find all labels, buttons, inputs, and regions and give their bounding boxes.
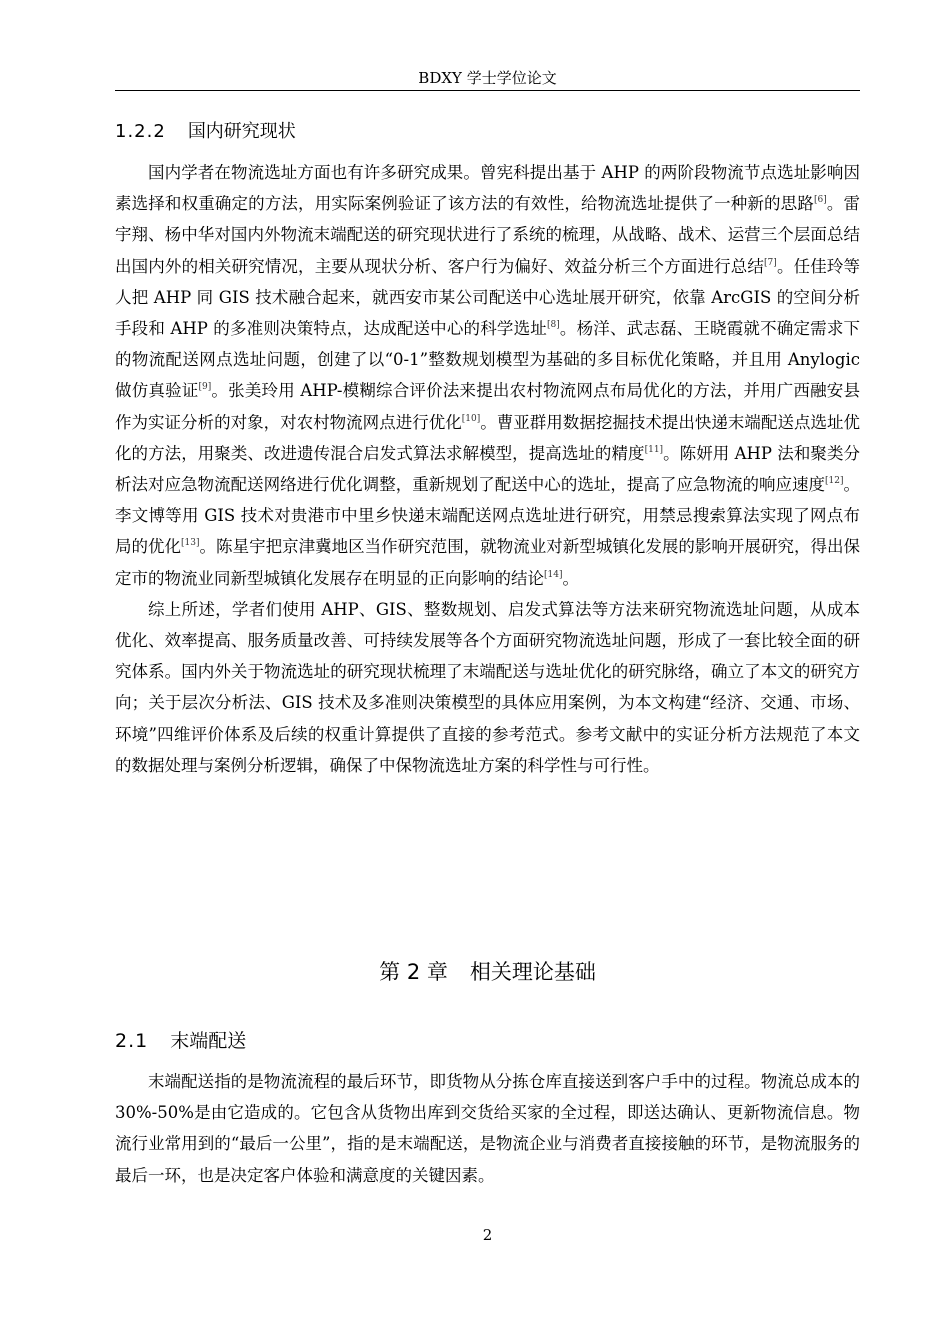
citation: [8]	[546, 320, 560, 331]
citation: [7]	[764, 257, 777, 268]
section-2-1-body	[115, 1066, 860, 1191]
section-title: 末端配送	[170, 1030, 247, 1052]
section-heading-1-2-2	[115, 118, 296, 146]
citation: [9]	[198, 382, 212, 393]
citation: [6]	[813, 195, 827, 206]
section-number: 1.2.2	[115, 121, 166, 142]
citation: [13]	[181, 538, 200, 549]
body-paragraph: 末端配送指的是物流流程的最后环节，即货物从分拣仓库直接送到客户手中的过程。物流总成本的 30%-50%是由它造成的。它包含从货物出库到交货给买家的全过程，即送达确认、更新物流信息。物流行业常用到的“最后一公里”，指的是末端配送，是物流企业与消费者直接接触的环节，是物流服务的最后一环，也是决定客户体验和满意度的关键因素。	[115, 1072, 860, 1185]
page-header: BDXY 学士学位论文	[115, 66, 860, 91]
chapter-title: 相关理论基础	[469, 960, 596, 984]
page-number: 2	[482, 1226, 493, 1244]
citation: [11]	[644, 444, 664, 455]
section-heading-2-1	[115, 1027, 246, 1055]
section-title: 国内研究现状	[187, 121, 296, 142]
section-1-2-2-body	[115, 157, 860, 781]
chapter-heading	[115, 956, 860, 988]
chapter-number: 第 2 章	[379, 960, 448, 984]
section-number: 2.1	[115, 1030, 149, 1052]
body-paragraph: 国内学者在物流选址方面也有许多研究成果。曾宪科提出基于 AHP 的两阶段物流节点选址影响因素选择和权重确定的方法，用实际案例验证了该方法的有效性，给物流选址提供了一种新的思路[6]。雷宇翔、杨中华对国内外物流末端配送的研究现状进行了系统的梳理，从战略、战术、运营三个层面总结出国内外的相关研究情况，主要从现状分析、客户行为偏好、效益分析三个方面进行总结[7]。任佳玲等人把 AHP 同 GIS 技术融合起来，就西安市某公司配送中心选址展开研究，依靠 ArcGIS 的空间分析手段和 AHP 的多准则决策特点，达成配送中心的科学选址[8]。杨洋、武志磊、王晓霞就不确定需求下的物流配送网点选址问题，创建了以“0-1”整数规划模型为基础的多目标优化策略，并且用 Anylogic 做仿真验证[9]。张美玲用 AHP-模糊综合评价法来提出农村物流网点布局优化的方法，并用广西融安县作为实证分析的对象，对农村物流网点进行优化[10]。曹亚群用数据挖掘技术提出快递末端配送点选址优化的方法，用聚类、改进遗传混合启发式算法求解模型，提高选址的精度[11]。陈妍用 AHP 法和聚类分析法对应急物流配送网络进行优化调整，重新规划了配送中心的选址，提高了应急物流的响应速度[12]。李文博等用 GIS 技术对贵港市中里乡快递末端配送网点选址进行研究，用禁忌搜索算法实现了网点布局的优化[13]。陈星宇把京津冀地区当作研究范围，就物流业对新型城镇化发展的影响开展研究，得出保定市的物流业同新型城镇化发展存在明显的正向影响的结论[14]。	[115, 163, 861, 588]
citation: [12]	[825, 476, 844, 487]
citation: [14]	[544, 569, 563, 580]
citation: [10]	[461, 413, 481, 424]
body-paragraph: 综上所述，学者们使用 AHP、GIS、整数规划、启发式算法等方法来研究物流选址问题，从成本优化、效率提高、服务质量改善、可持续发展等各个方面研究物流选址问题，形成了一套比较全面的研究体系。国内外关于物流选址的研究现状梳理了末端配送与选址优化的研究脉络，确立了本文的研究方向；关于层次分析法、GIS 技术及多准则决策模型的具体应用案例，为本文构建“经济、交通、市场、环境”四维评价体系及后续的权重计算提供了直接的参考范式。参考文献中的实证分析方法规范了本文的数据处理与案例分析逻辑，确保了中保物流选址方案的科学性与可行性。	[115, 599, 860, 775]
